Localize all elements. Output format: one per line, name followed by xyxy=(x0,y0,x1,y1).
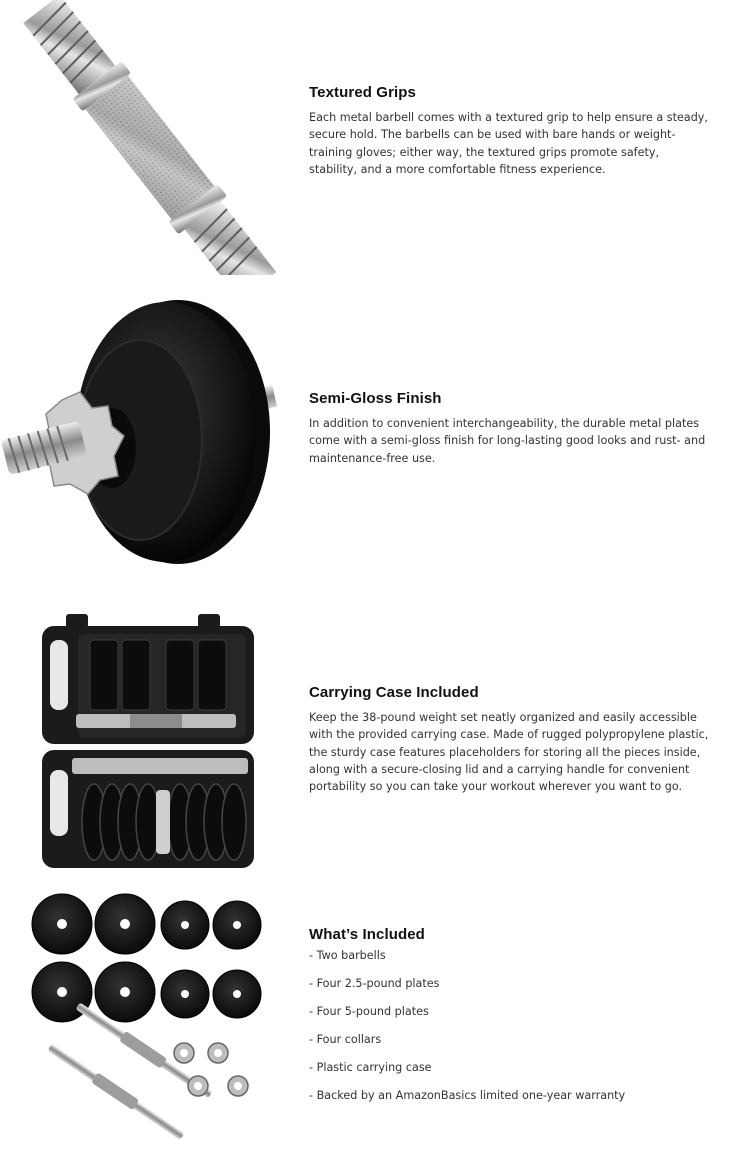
list-item: - Two barbells xyxy=(309,949,386,962)
list-item: - Four 5-pound plates xyxy=(309,1005,429,1018)
included-items-list xyxy=(309,949,709,1103)
list-item: - Four collars xyxy=(309,1033,382,1046)
carrying-case-image xyxy=(0,600,280,880)
section-description: In addition to convenient interchangeability, the durable metal plates come with a semi-gloss finish for long-lasting good looks and rust- and maintenance-free use. xyxy=(309,417,706,465)
section-description: Keep the 38-pound weight set neatly organized and easily accessible with the provided carrying case. Made of rugged polypropylene plastic, the sturdy case features placeholders for storing all the pieces inside, along with a secure-closing lid and a carrying handle for convenient portability so you can take your workout wherever you want to go. xyxy=(309,711,709,794)
list-item: - Plastic carrying case xyxy=(309,1061,432,1074)
section-description: Each metal barbell comes with a textured grip to help ensure a steady, secure hold. The barbells can be used with bare hands or weight-training gloves; either way, the textured grips promote safety, stability, and a more comfortable fitness experience. xyxy=(309,111,708,176)
section-title: Carrying Case Included xyxy=(309,684,479,701)
section-title: What’s Included xyxy=(309,926,425,943)
section-whats-included xyxy=(0,890,750,1154)
list-item: - Four 2.5-pound plates xyxy=(309,977,440,990)
section-title: Textured Grips xyxy=(309,84,416,101)
list-item: - Backed by an AmazonBasics limited one-year warranty xyxy=(309,1089,626,1102)
barbell-grip-image xyxy=(0,0,280,275)
weight-plate-image xyxy=(0,290,280,580)
section-semi-gloss-finish xyxy=(0,290,750,580)
section-carrying-case xyxy=(0,600,750,880)
section-textured-grips xyxy=(0,0,750,275)
section-title: Semi-Gloss Finish xyxy=(309,390,442,407)
included-items-image xyxy=(0,890,280,1154)
